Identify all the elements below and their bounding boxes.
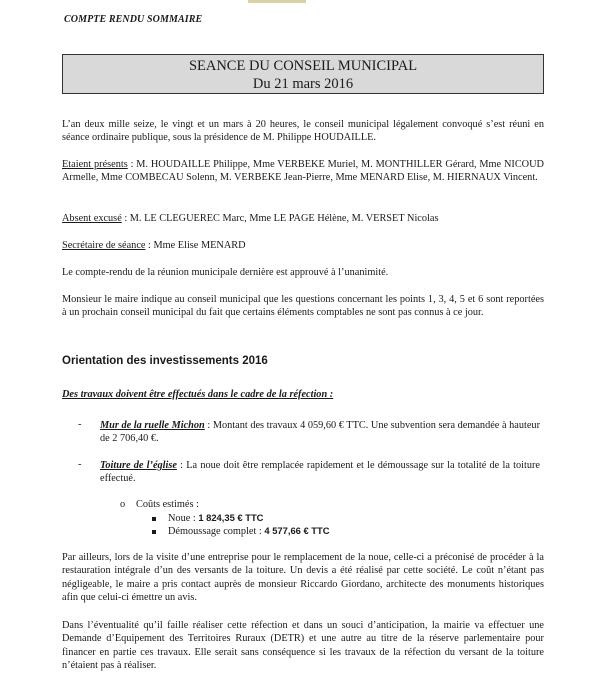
square-bullet-icon <box>152 530 156 534</box>
present-paragraph <box>62 158 544 185</box>
title-line-2: Du 21 mars 2016 <box>252 76 354 92</box>
list-item-church-roof <box>100 459 540 486</box>
costs-label: Coûts estimés : <box>136 499 199 510</box>
present-list: : M. HOUDAILLE Philippe, Mme VERBEKE Muriel, M. MONTHILLER Gérard, Mme NICOUD Armelle, Mme COMBECAU Solenn, M. VERBEKE Jean-Pierre, Mme MENARD Elise, M. HIERNAUX Vincent. <box>62 159 544 184</box>
title-box <box>62 54 544 94</box>
top-decoration <box>248 0 306 3</box>
section-heading: Orientation des investissements 2016 <box>62 355 268 367</box>
item-text-wall: : Montant des travaux 4 059,60 € TTC. Une subvention sera demandée à hauteur de 2 706,40 €. <box>100 420 540 445</box>
cost-label: Démoussage complet : <box>168 526 265 537</box>
list-item-wall <box>100 419 540 446</box>
cost-label: Noue : <box>168 513 199 524</box>
absent-label: Absent excusé <box>62 213 122 224</box>
square-bullet-icon <box>152 517 156 521</box>
item-text-church-roof: : La noue doit être remplacée rapidement et le démoussage sur la totalité de la toiture effectué. <box>100 460 540 485</box>
postponed-paragraph: Monsieur le maire indique au conseil municipal que les questions concernant les points 1, 3, 4, 5 et 6 sont reportées à un prochain conseil municipal du fait que certains éléments comptables ne sont pas connus à ce jour. <box>62 294 544 319</box>
title-line-1: SEANCE DU CONSEIL MUNICIPAL <box>188 58 418 74</box>
secretary-name: : Mme Elise MENARD <box>145 240 246 251</box>
cost-amount: 4 577,66 € TTC <box>264 525 330 536</box>
cost-line-demoussage <box>168 525 330 537</box>
cost-line-noue <box>168 512 263 524</box>
list-dash: - <box>78 419 82 430</box>
secretary-paragraph <box>62 239 544 252</box>
item-title-wall: Mur de la ruelle Michon <box>100 420 205 431</box>
item-title-church-roof: Toiture de l’église <box>100 460 177 471</box>
absent-list: : M. LE CLEGUEREC Marc, Mme LE PAGE Hélène, M. VERSET Nicolas <box>121 213 439 224</box>
eventuality-paragraph: Dans l’éventualité qu’il faille réaliser cette réfection et dans un souci d’anticipation, la mairie va effectuer une Demande d’Equipement des Territoires Ruraux (DETR) et une autre au titre de la réserve parlementaire pour financer en partie ces travaux. Elle serait sans conséquence si les travaux de la réfection du versant de la toiture n’étaient pas à réaliser. <box>62 620 544 672</box>
approval-paragraph: Le compte-rendu de la réunion municipale dernière est approuvé à l’unanimité. <box>62 267 389 278</box>
document-header-label: COMPTE RENDU SOMMAIRE <box>64 14 203 25</box>
secretary-label: Secrétaire de séance <box>62 240 146 251</box>
section-subheading: Des travaux doivent être effectués dans le cadre de la réfection : <box>62 389 334 400</box>
present-label: Etaient présents <box>62 159 128 170</box>
circle-bullet: o <box>120 499 126 510</box>
visit-paragraph: Par ailleurs, lors de la visite d’une entreprise pour le remplacement de la noue, celle-ci a préconisé de procéder à la restauration intégrale d’un des versants de la toiture. Un devis a été réalisé par cette société. Le coût n’étant pas négligeable, le maire a pris contact auprès de monsieur Riccardo Giordano, architecte des monuments historiques afin que celui-ci émettre un avis. <box>62 552 544 604</box>
absent-paragraph <box>62 212 544 225</box>
list-dash: - <box>78 459 82 470</box>
intro-paragraph: L’an deux mille seize, le vingt et un mars à 20 heures, le conseil municipal légalement convoqué s’est réuni en séance ordinaire publique, sous la présidence de M. Philippe HOUDAILLE. <box>62 119 544 144</box>
cost-amount: 1 824,35 € TTC <box>198 512 264 523</box>
